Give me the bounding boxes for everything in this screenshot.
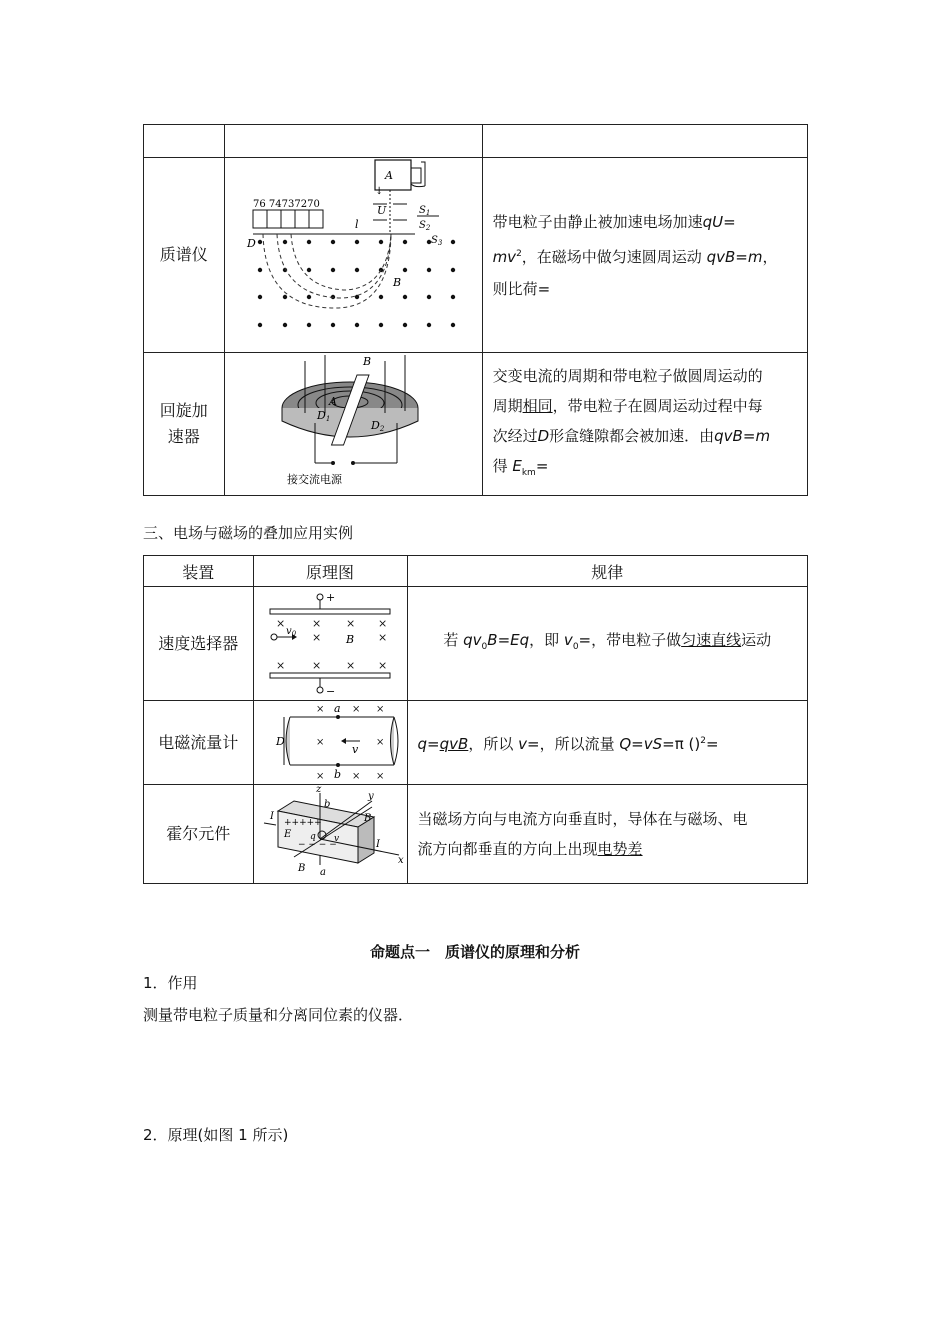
svg-text:B: B <box>363 813 371 824</box>
svg-text:×: × <box>375 737 384 748</box>
svg-text:D2: D2 <box>370 419 384 433</box>
table-header-row <box>144 556 808 587</box>
svg-text:接交流电源: 接交流电源 <box>286 473 342 486</box>
header-law: 规律 <box>407 556 807 587</box>
svg-text:×: × <box>351 771 360 782</box>
svg-text:×: × <box>375 771 384 782</box>
svg-text:76 74737270: 76 74737270 <box>252 199 320 210</box>
table-row <box>144 701 808 785</box>
svg-text:− − − −: − − − − <box>297 840 337 850</box>
svg-text:v0: $v_0$ <box>285 626 296 638</box>
table-row <box>144 587 808 701</box>
mass-spectrometer-figure-cell <box>224 158 482 353</box>
svg-text:B: B <box>345 633 354 646</box>
svg-text:A: A <box>384 169 393 182</box>
svg-text:D1: D1 <box>316 409 330 423</box>
svg-text:y: y <box>367 791 374 802</box>
svg-text:×: × <box>375 704 384 715</box>
comparison-table-1 <box>143 124 808 496</box>
svg-text:×: × <box>275 659 285 672</box>
svg-text:b: b <box>333 768 341 781</box>
item-1-text: 测量带电粒子质量和分离同位素的仪器． <box>143 1006 414 1024</box>
svg-text:l: l <box>354 218 359 231</box>
section-heading: 三、电场与磁场的叠加应用实例 <box>143 524 354 542</box>
svg-text:+++++: +++++ <box>283 818 322 828</box>
svg-text:I: I <box>269 811 274 822</box>
law-text: 带电粒子由静止被加速电场加速qU= $mv^2$，在磁场中做匀速圆周运动 qvB=m， 则比荷= <box>482 158 807 353</box>
cyclotron-diagram <box>225 353 482 495</box>
topic-title: 命题点一 质谱仪的原理和分析 <box>369 943 580 961</box>
mass-spectrometer-diagram <box>225 158 482 352</box>
device-label: 电磁流量计 <box>144 701 254 785</box>
svg-text:a: a <box>333 702 341 715</box>
svg-text:b: b <box>323 799 330 810</box>
hall-element-diagram <box>254 785 407 883</box>
svg-text:B: B <box>362 355 371 368</box>
device-label: 霍尔元件 <box>144 785 254 884</box>
svg-text:U: U <box>376 204 386 217</box>
svg-text:a: a <box>319 867 326 878</box>
svg-text:E: E <box>283 829 291 840</box>
svg-text:S2: $S_2$ <box>418 220 430 232</box>
cyclotron-figure-cell <box>224 353 482 496</box>
table-row <box>144 158 808 353</box>
svg-text:S1: $S_1$ <box>418 205 430 217</box>
header-diagram: 原理图 <box>253 556 407 587</box>
svg-text:z: z <box>315 785 321 795</box>
svg-text:×: × <box>275 617 285 630</box>
comparison-table-2 <box>143 555 808 884</box>
flowmeter-diagram <box>254 701 407 784</box>
svg-text:×: × <box>315 704 324 715</box>
svg-text:−: − <box>325 685 335 698</box>
svg-text:v: v <box>351 743 358 756</box>
table-row <box>144 353 808 496</box>
law-text: 当磁场方向与电流方向垂直时，导体在与磁场、电 流方向都垂直的方向上出现电势差 <box>407 785 807 884</box>
hall-element-figure-cell <box>253 785 407 884</box>
svg-text:×: × <box>377 631 387 644</box>
svg-text:+: + <box>325 591 335 604</box>
law-text: q=qvB，所以 v=，所以流量 Q=vS=π ()$^2$= <box>407 701 807 785</box>
header-device: 装置 <box>144 556 254 587</box>
velocity-selector-figure-cell <box>253 587 407 701</box>
item-1-title: 1．作用 <box>143 974 198 992</box>
svg-text:I: I <box>375 839 380 850</box>
svg-text:×: × <box>377 617 387 630</box>
svg-text:×: × <box>315 771 324 782</box>
svg-text:q: q <box>309 832 316 842</box>
law-text: 交变电流的周期和带电粒子做圆周运动的 周期相同，带电粒子在圆周运动过程中每 次经过D形盒缝隙都会被加速．由qvB=m 得 $E_{km}=$ <box>482 353 807 496</box>
velocity-selector-diagram <box>254 587 407 700</box>
svg-text:A: A <box>328 395 337 408</box>
svg-text:↓: ↓ <box>374 186 383 197</box>
svg-text:S3: $S_3$ <box>430 235 442 247</box>
svg-text:×: × <box>377 659 387 672</box>
device-label: 速度选择器 <box>144 587 254 701</box>
svg-text:B: B <box>297 863 305 874</box>
table-row <box>144 125 808 158</box>
table-row <box>144 785 808 884</box>
svg-text:×: × <box>345 617 355 630</box>
svg-text:×: × <box>311 617 321 630</box>
law-text: 若 $qv_0B=Eq$，即 $v_0=$，带电粒子做匀速直线运动 <box>407 587 807 701</box>
svg-text:×: × <box>311 659 321 672</box>
svg-text:D: D <box>275 735 285 748</box>
svg-text:B: B <box>392 276 401 289</box>
svg-text:×: × <box>351 704 360 715</box>
flowmeter-figure-cell <box>253 701 407 785</box>
svg-text:×: × <box>345 659 355 672</box>
item-2-title: 2．原理(如图 1 所示) <box>143 1126 289 1144</box>
svg-text:x: x <box>397 855 404 866</box>
svg-text:v: v <box>333 834 339 844</box>
svg-text:×: × <box>311 631 321 644</box>
device-label: 质谱仪 <box>144 158 225 353</box>
svg-text:×: × <box>315 737 324 748</box>
svg-text:D: D <box>246 237 256 250</box>
device-label: 回旋加 速器 <box>144 353 225 496</box>
